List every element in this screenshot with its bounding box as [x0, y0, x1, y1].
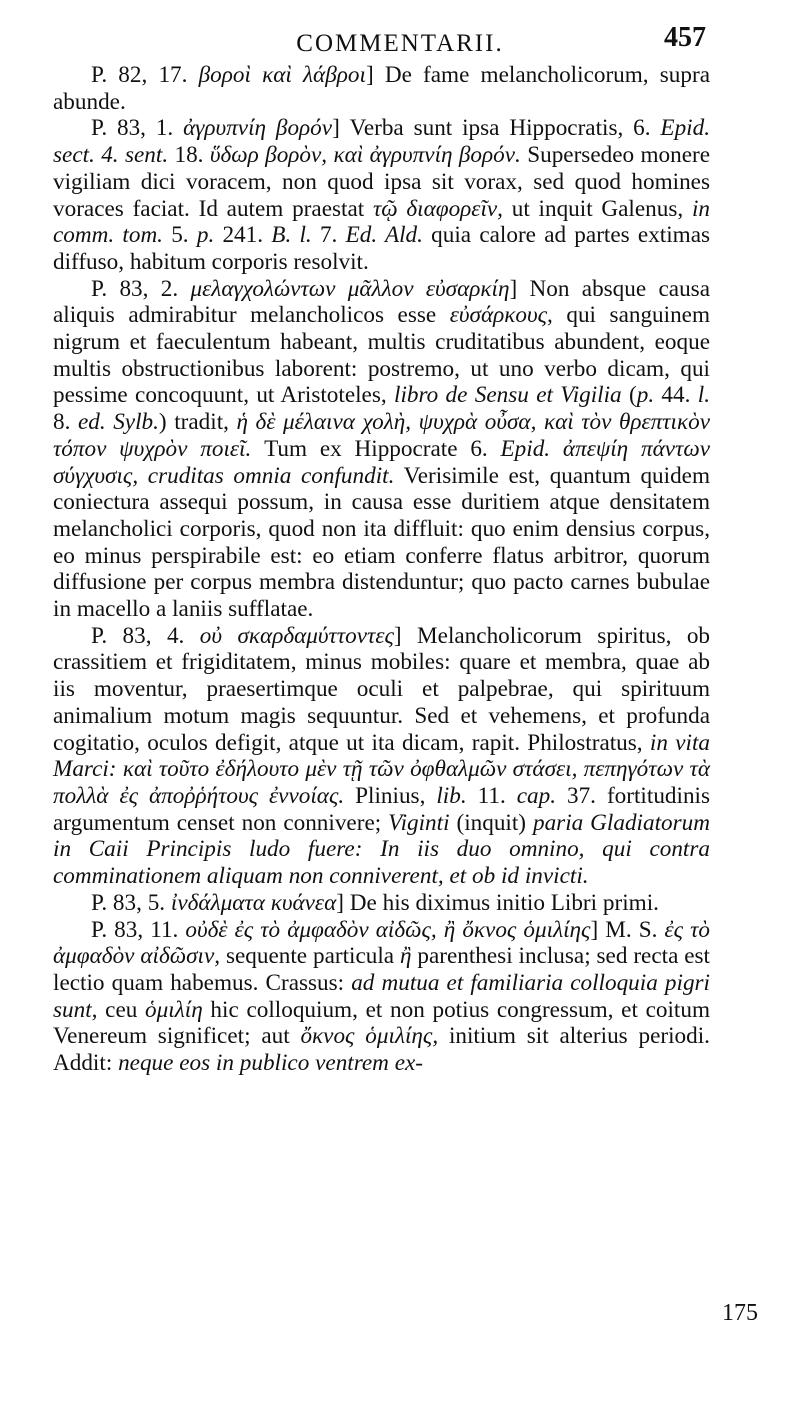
text-run: 7.: [311, 222, 346, 249]
text-run: ceu: [97, 996, 146, 1023]
greek-lemma: ἢ: [399, 943, 412, 970]
text-run: (: [621, 382, 637, 409]
text-run: initium sit alterius periodi. Addit:: [53, 1023, 710, 1077]
greek-lemma: εὐσάρκους,: [449, 302, 553, 329]
italic-citation: Ed. Ald.: [345, 222, 423, 249]
text-run: P. 83, 11.: [91, 916, 186, 943]
running-title: COMMENTARII.: [296, 30, 504, 57]
text-run: P. 83, 4.: [91, 622, 200, 649]
greek-lemma: καὶ τοῦτο ἐδήλουτο μὲν τῇ τῶν ὀφθαλμῶν στάσει, πεπηγότων τὰ πολλὰ ἐς ἀποῤῥήτους ἐννοίας.: [53, 756, 710, 809]
italic-citation: p.: [196, 222, 215, 249]
text-run: ut inquit Galenus,: [502, 195, 692, 222]
italic-citation: B. l.: [271, 222, 312, 249]
greek-lemma: οὐδὲ ἐς τὸ ἀμφαδὸν αἰδῶς, ἢ ὄκνος ὁμιλίης: [185, 916, 591, 943]
margin-number: 175: [722, 1300, 758, 1326]
text-run: ) tradit,: [158, 409, 237, 436]
text-run: ] De fame melancholicorum, supra abunde.: [53, 62, 710, 115]
italic-citation: l.: [697, 382, 710, 409]
italic-citation: neque eos in publico ventrem ex-: [118, 1050, 424, 1077]
italic-citation: lib.: [436, 782, 467, 809]
text-run: P. 83, 5.: [91, 889, 171, 916]
body-text: [53, 62, 710, 1077]
text-run: ] M. S.: [590, 916, 665, 943]
text-run: 44.: [654, 382, 698, 409]
text-run: ] Melancholicorum spiritus, ob crassitiem et frigiditatem, minus mobiles: quare et membra, quae ab iis moventur, praesertimque oculi et palpebrae, qui spirituum animalium motum magis sequuntur. Sed et vehemens, et profunda cogitatio, oculos defigit, atque ut ita dicam, rapit. Philostratus,: [53, 622, 711, 756]
italic-citation: cap.: [516, 782, 557, 809]
greek-lemma: ἀγρυπνίη βορόν: [183, 115, 333, 142]
italic-citation: in vita Marci:: [53, 729, 711, 783]
italic-citation: Viginti: [388, 809, 450, 836]
text-run: P. 83, 1.: [91, 115, 184, 142]
italic-citation: Epid.: [500, 435, 551, 462]
text-run: qui sanguinem nigrum et faeculentum habeant, multis cruditatibus abundent, eoque multis obstructionibus laborent: postremo, ut uno verbo dicam, qui pessime concoquunt, ut Aristoteles,: [53, 302, 711, 409]
text-run: ] Verba sunt ipsa Hippocratis, 6.: [332, 115, 661, 142]
greek-lemma: ὁμιλίη: [145, 996, 203, 1023]
text-run: ] De his diximus initio Libri primi.: [336, 889, 659, 916]
greek-lemma: ἀπεψίη πάντων σύγχυσις,: [53, 435, 711, 489]
text-run: P. 83, 2.: [91, 275, 191, 302]
text-run: parenthesi inclusa; sed recta est lectio quam habemus. Crassus:: [53, 943, 710, 996]
text-run: Supersedeo monere vigiliam dici voracem, non quod ipsa sit vorax, sed quod homines voraces faciat. Id autem praestat: [53, 142, 711, 222]
text-run: [138, 463, 148, 489]
italic-citation: ad mutua et familiaria colloquia pigri sunt,: [53, 969, 710, 1023]
commentary-paragraph: [53, 890, 710, 917]
text-run: sequente particula: [220, 943, 400, 970]
text-run: Tum ex Hippocrate 6.: [251, 435, 501, 462]
text-run: [550, 436, 563, 462]
commentary-paragraph: [53, 917, 710, 1077]
italic-citation: cruditas omnia confundit.: [147, 462, 395, 489]
text-run: 11.: [466, 782, 517, 809]
text-run: 37. fortitudinis argumentum censet non connivere;: [53, 782, 711, 836]
greek-lemma: ἡ δὲ μέλαινα χολὴ, ψυχρὰ οὖσα, καὶ τὸν θρεπτικὸν τόπον ψυχρὸν ποιεῖ.: [53, 409, 711, 462]
greek-lemma: μελαγχολώντων μᾶλλον εὐσαρκίη: [190, 275, 510, 302]
commentary-paragraph: [53, 62, 710, 115]
page-number: 457: [664, 22, 706, 53]
greek-lemma: ὕδωρ βορὸν, καὶ ἀγρυπνίη βορόν.: [209, 142, 521, 169]
text-run: Plinius,: [344, 782, 437, 809]
text-run: P. 82, 17.: [91, 62, 199, 88]
text-run: ] Non absque causa aliquis admirabitur melancholicos esse: [53, 275, 710, 329]
running-head: [0, 18, 800, 62]
text-run: hic colloquium, et non potius congressum, et coitum Venereum significet; aut: [53, 996, 710, 1050]
text-run: 8.: [53, 409, 78, 436]
commentary-paragraph: [53, 623, 710, 890]
italic-citation: libro de Sensu et Vigilia: [394, 382, 622, 409]
greek-lemma: τῷ διαφορεῖν,: [372, 195, 503, 222]
text-run: 18.: [168, 142, 210, 169]
greek-lemma: οὐ σκαρδαμύττοντες: [199, 622, 394, 649]
italic-citation: ed. Sylb.: [77, 409, 159, 436]
text-run: quia calore ad partes extimas diffuso, habitum corporis resolvit.: [53, 222, 711, 275]
text-run: 241.: [214, 222, 272, 249]
greek-lemma: ἐς τὸ ἀμφαδὸν αἰδῶσιν,: [53, 916, 710, 970]
italic-citation: p.: [636, 382, 655, 409]
greek-lemma: βοροὶ καὶ λάβροι: [198, 62, 366, 88]
text-run: (inquit): [449, 809, 533, 836]
text-run: Verisimile est, quantum quidem coniectura assequi possum, in causa esse duritiem atque densitatem melancholici corporis, quod non ita diffluit: quo enim densius corpus, eo minus perspirabile est: eo etiam conferre flatus arbitror, quorum diffusione per corpus membra distenduntur; quo pacto carnes bubulae in macello a laniis sufflatae.: [53, 462, 711, 623]
italic-citation: in comm. tom.: [53, 195, 710, 249]
greek-lemma: ὄκνος ὁμιλίης,: [300, 1023, 439, 1050]
greek-lemma: ἰνδάλματα κυάνεα: [170, 889, 337, 916]
commentary-paragraph: [53, 276, 710, 623]
italic-citation: paria Gladiatorum in Caii Principis ludo fuere: In iis duo omnino, qui contra comminationem aliquam non conniverent, et ob id invicti.: [53, 809, 710, 890]
text-run: 5.: [162, 222, 197, 249]
commentary-paragraph: [53, 115, 710, 275]
italic-citation: Epid. sect. 4. sent.: [53, 115, 711, 169]
